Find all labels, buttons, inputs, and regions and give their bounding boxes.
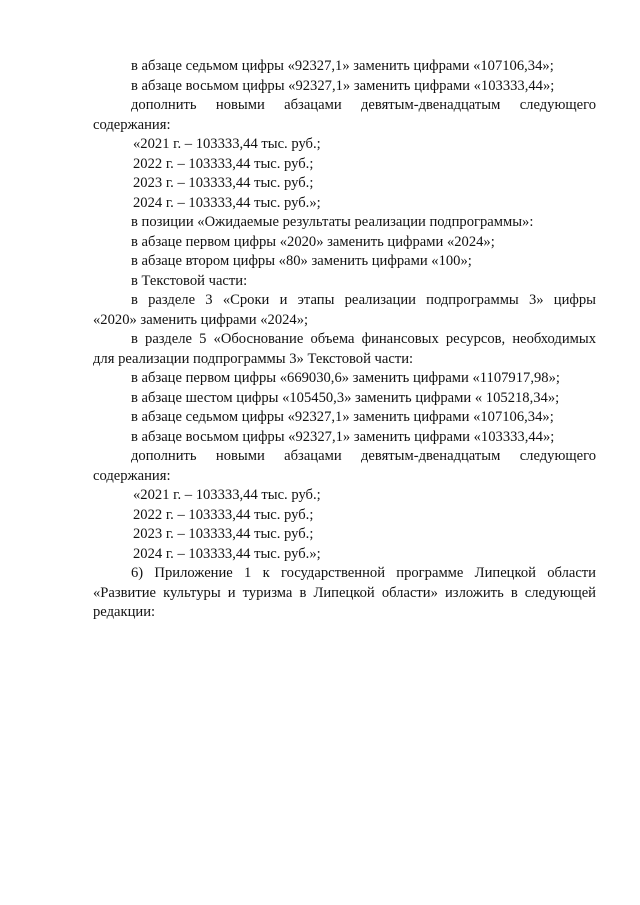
list-line: 2022 г. – 103333,44 тыс. руб.; — [133, 506, 314, 523]
text-line: в разделе 5 «Обоснование объема финансовых ресурсов, необходимых — [131, 331, 596, 347]
list-line: 2024 г. – 103333,44 тыс. руб.»; — [133, 545, 321, 562]
text-line: в Текстовой части: — [131, 272, 248, 289]
text-line: редакции: — [93, 604, 156, 620]
text-line: в абзаце восьмом цифры «92327,1» заменить цифрами «103333,44»; — [131, 428, 555, 445]
text-line: для реализации подпрограммы 3» Текстовой части: — [93, 350, 414, 367]
text-line: дополнить новыми абзацами девятым-двенадцатым следующего — [131, 448, 596, 464]
text-line: в абзаце седьмом цифры «92327,1» заменить цифрами «107106,34»; — [131, 409, 554, 425]
text-line: в абзаце шестом цифры «105450,3» заменить цифрами « 105218,34»; — [131, 389, 560, 406]
text-line: в абзаце первом цифры «2020» заменить цифрами «2024»; — [131, 233, 495, 250]
document-body — [93, 57, 596, 623]
text-line: в позиции «Ожидаемые результаты реализации подпрограммы»: — [131, 214, 534, 230]
list-line: «2021 г. – 103333,44 тыс. руб.; — [133, 136, 321, 152]
text-line: в абзаце седьмом цифры «92327,1» заменить цифрами «107106,34»; — [131, 58, 554, 74]
text-line: содержания: — [93, 467, 171, 484]
text-line: дополнить новыми абзацами девятым-двенадцатым следующего — [131, 97, 596, 113]
list-line: 2024 г. – 103333,44 тыс. руб.»; — [133, 194, 321, 211]
list-line: «2021 г. – 103333,44 тыс. руб.; — [133, 487, 321, 503]
list-line: 2023 г. – 103333,44 тыс. руб.; — [133, 175, 314, 191]
list-line: 2023 г. – 103333,44 тыс. руб.; — [133, 526, 314, 542]
text-line: в разделе 3 «Сроки и этапы реализации подпрограммы 3» цифры — [131, 292, 596, 308]
text-line: в абзаце первом цифры «669030,6» заменить цифрами «1107917,98»; — [131, 370, 560, 386]
text-line: содержания: — [93, 116, 171, 133]
text-line: в абзаце втором цифры «80» заменить цифрами «100»; — [131, 253, 472, 269]
text-line: в абзаце восьмом цифры «92327,1» заменить цифрами «103333,44»; — [131, 77, 555, 94]
text-line: «Развитие культуры и туризма в Липецкой области» изложить в следующей — [93, 584, 596, 601]
text-line: «2020» заменить цифрами «2024»; — [93, 311, 309, 328]
text-line: 6) Приложение 1 к государственной программе Липецкой области — [131, 565, 596, 581]
list-line: 2022 г. – 103333,44 тыс. руб.; — [133, 155, 314, 172]
